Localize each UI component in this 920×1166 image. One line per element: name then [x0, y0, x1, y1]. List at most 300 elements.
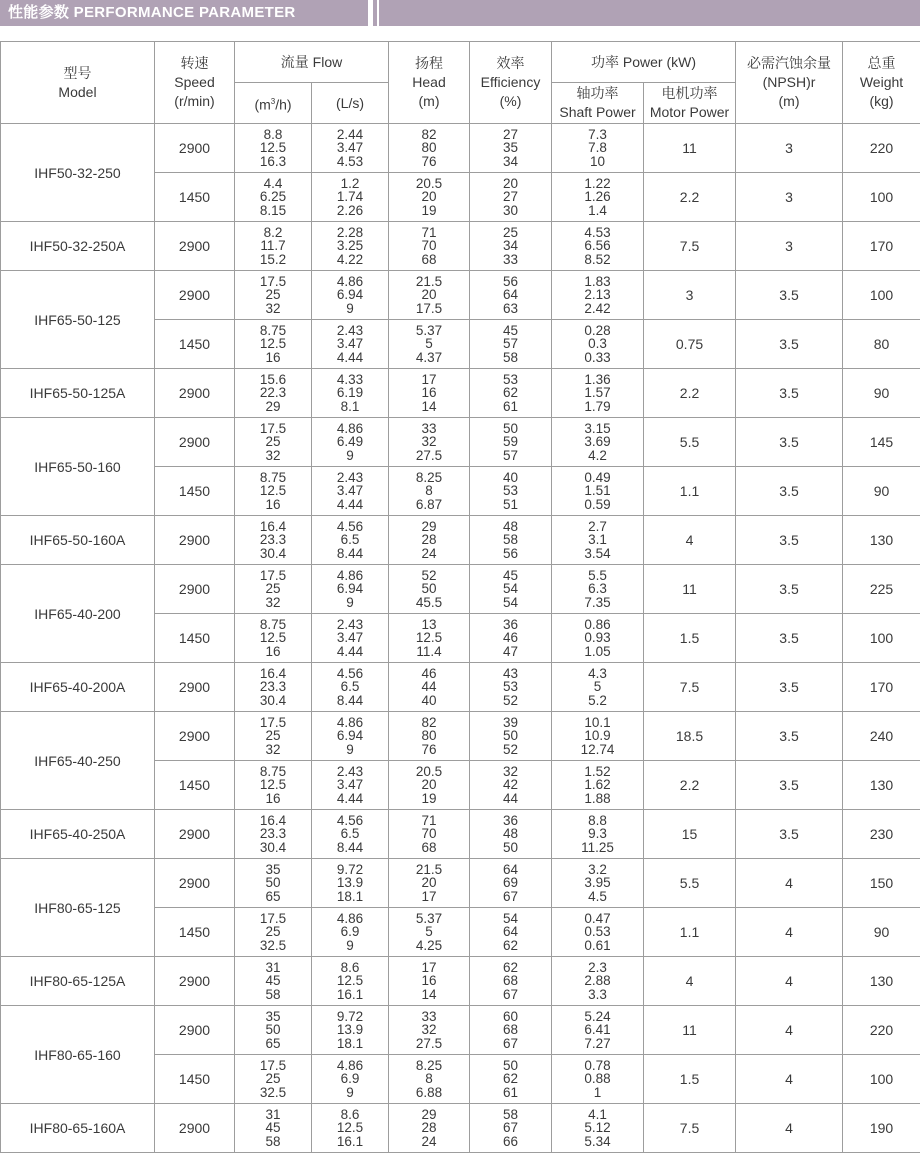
cell-value: 1.05 — [584, 643, 611, 659]
cell-value: 12.5 — [259, 777, 287, 793]
cell-value: 6.25 — [259, 189, 287, 205]
cell-value: 16 — [265, 349, 281, 365]
efficiency-cell — [470, 271, 552, 320]
cell-value: 62 — [503, 959, 519, 975]
head-cell — [389, 124, 470, 173]
cell-value: 8.2 — [263, 224, 283, 240]
cell-value: 0.49 — [584, 469, 611, 485]
table-row — [1, 418, 920, 467]
cell-value: 6.3 — [588, 581, 607, 597]
header-flow-m3h: $(m^3/h)$ — [235, 83, 312, 124]
cell-value: 4.44 — [336, 496, 364, 512]
shaft-power-cell — [552, 957, 644, 1006]
header-eff-cn: 效率 — [496, 55, 525, 71]
header-head-cn: 扬程 — [415, 55, 444, 71]
cell-value: 3.47 — [336, 483, 364, 499]
shaft-power-cell — [552, 908, 644, 957]
header-npsh-unit: (m) — [778, 93, 800, 109]
cell-value: 30.4 — [259, 692, 287, 708]
cell-value: 58 — [503, 349, 519, 365]
cell-value: 16.4 — [259, 665, 287, 681]
cell-value: 31 — [265, 1106, 281, 1122]
cell-value: 4.53 — [336, 153, 364, 169]
weight-cell: 130 — [843, 516, 920, 565]
flow-ls-cell — [312, 222, 389, 271]
cell-value: 32 — [503, 763, 519, 779]
cell-value: 20 — [421, 189, 437, 205]
cell-value: 4.86 — [336, 420, 364, 436]
cell-value: 3.2 — [588, 861, 607, 877]
cell-value: 8.8 — [588, 812, 607, 828]
npsh-cell: 3.5 — [736, 418, 843, 467]
efficiency-cell — [470, 908, 552, 957]
shaft-power-cell — [552, 1104, 644, 1153]
cell-value: 4.86 — [336, 1057, 364, 1073]
cell-value: 50 — [421, 581, 437, 597]
header-speed-cn: 转速 — [180, 55, 209, 71]
cell-value: 13 — [421, 616, 437, 632]
cell-value: 52 — [503, 741, 519, 757]
cell-value: 32 — [421, 1022, 437, 1038]
header-flow-ls: (L/s) — [312, 83, 389, 124]
npsh-cell: 4 — [736, 957, 843, 1006]
flow-m3h-cell — [235, 957, 312, 1006]
cell-value: 23.3 — [259, 826, 287, 842]
cell-value: 11.7 — [260, 238, 286, 254]
efficiency-cell — [470, 173, 552, 222]
flow-m3h-cell — [235, 908, 312, 957]
cell-value: 64 — [503, 924, 519, 940]
npsh-cell: 3.5 — [736, 712, 843, 761]
weight-cell: 220 — [843, 1006, 920, 1055]
cell-value: 18.1 — [336, 888, 364, 904]
flow-m3h-cell — [235, 173, 312, 222]
cell-value: 63 — [503, 300, 519, 316]
speed-cell: 1450 — [155, 173, 235, 222]
cell-value: 14 — [421, 398, 437, 414]
flow-ls-cell — [312, 712, 389, 761]
flow-ls-cell — [312, 1055, 389, 1104]
cell-value: 8.75 — [259, 322, 287, 338]
table-row — [1, 663, 920, 712]
flow-ls-cell — [312, 369, 389, 418]
cell-value: 9 — [346, 594, 354, 610]
model-cell: IHF80-65-160A — [1, 1104, 155, 1153]
cell-value: 35 — [265, 1008, 281, 1024]
npsh-cell: 4 — [736, 1006, 843, 1055]
motor-power-cell: 11 — [644, 565, 736, 614]
flow-ls-cell — [312, 320, 389, 369]
cell-value: 2.43 — [336, 322, 364, 338]
flow-m3h-cell — [235, 1104, 312, 1153]
cell-value: 68 — [421, 251, 437, 267]
cell-value: 19 — [421, 202, 437, 218]
table-row — [1, 1104, 920, 1153]
cell-value: 4.5 — [588, 888, 607, 904]
cell-value: 61 — [503, 398, 519, 414]
shaft-power-cell — [552, 1055, 644, 1104]
cell-value: 12.5 — [259, 483, 287, 499]
cell-value: 4.44 — [336, 643, 364, 659]
cell-value: 10 — [590, 153, 606, 169]
cell-value: 40 — [421, 692, 437, 708]
cell-value: 25 — [265, 924, 281, 940]
flow-m3h-cell — [235, 1055, 312, 1104]
model-cell: IHF65-50-125 — [1, 271, 155, 369]
cell-value: 12.5 — [336, 1120, 364, 1136]
cell-value: 1.62 — [584, 777, 611, 793]
banner-bar-left — [0, 0, 368, 26]
npsh-cell: 3 — [736, 124, 843, 173]
cell-value: 80 — [421, 140, 437, 156]
weight-cell: 220 — [843, 124, 920, 173]
cell-value: 16 — [265, 496, 281, 512]
cell-value: 5.24 — [584, 1008, 611, 1024]
flow-ls-cell — [312, 908, 389, 957]
cell-value: 16 — [421, 385, 437, 401]
cell-value: 52 — [421, 567, 437, 583]
cell-value: 22.3 — [259, 385, 287, 401]
header-model — [1, 42, 155, 124]
model-cell: IHF50-32-250A — [1, 222, 155, 271]
cell-value: 48 — [503, 518, 519, 534]
efficiency-cell — [470, 418, 552, 467]
cell-value: 43 — [503, 665, 519, 681]
header-motor-cn: 电机功率 — [661, 85, 718, 101]
cell-value: 68 — [503, 1022, 519, 1038]
cell-value: 5 — [425, 924, 433, 940]
cell-value: 4.22 — [336, 251, 364, 267]
efficiency-cell — [470, 222, 552, 271]
cell-value: 60 — [503, 1008, 519, 1024]
head-cell — [389, 712, 470, 761]
cell-value: 2.42 — [584, 300, 611, 316]
model-cell: IHF65-40-250 — [1, 712, 155, 810]
head-cell — [389, 418, 470, 467]
cell-value: 20.5 — [415, 763, 443, 779]
flow-ls-cell — [312, 859, 389, 908]
cell-value: 25 — [265, 728, 281, 744]
head-cell — [389, 1006, 470, 1055]
cell-value: 50 — [503, 420, 519, 436]
cell-value: 76 — [421, 153, 437, 169]
cell-value: 24 — [421, 1133, 437, 1149]
weight-cell: 150 — [843, 859, 920, 908]
table-body — [1, 124, 920, 1153]
cell-value: 58 — [265, 1133, 281, 1149]
cell-value: 4.33 — [336, 371, 364, 387]
cell-value: 8 — [425, 1071, 433, 1087]
flow-ls-cell — [312, 124, 389, 173]
cell-value: 54 — [503, 910, 519, 926]
shaft-power-cell — [552, 271, 644, 320]
cell-value: 7.35 — [584, 594, 611, 610]
cell-value: 5.37 — [415, 322, 443, 338]
shaft-power-cell — [552, 418, 644, 467]
weight-cell: 145 — [843, 418, 920, 467]
cell-value: 17 — [421, 959, 437, 975]
weight-cell: 230 — [843, 810, 920, 859]
cell-value: 5.2 — [588, 692, 607, 708]
cell-value: 17 — [421, 371, 437, 387]
weight-cell: 100 — [843, 614, 920, 663]
cell-value: 12.74 — [580, 741, 615, 757]
cell-value: 12.5 — [259, 336, 287, 352]
cell-value: 50 — [503, 1057, 519, 1073]
cell-value: 3.25 — [336, 238, 364, 254]
cell-value: 28 — [421, 532, 437, 548]
cell-value: 82 — [421, 126, 437, 142]
cell-value: 6.5 — [340, 826, 360, 842]
motor-power-cell: 2.2 — [644, 761, 736, 810]
cell-value: 35 — [265, 861, 281, 877]
flow-m3h-cell — [235, 1006, 312, 1055]
cell-value: 20 — [421, 287, 437, 303]
weight-cell: 90 — [843, 467, 920, 516]
speed-cell: 2900 — [155, 1104, 235, 1153]
cell-value: 8.8 — [263, 126, 283, 142]
weight-cell: 170 — [843, 222, 920, 271]
cell-value: 12.5 — [259, 630, 287, 646]
cell-value: 6.49 — [336, 434, 364, 450]
model-cell: IHF65-50-160 — [1, 418, 155, 516]
cell-value: 25 — [503, 224, 519, 240]
efficiency-cell — [470, 516, 552, 565]
cell-value: 2.43 — [336, 469, 364, 485]
section-title: 性能参数 PERFORMANCE PARAMETER — [8, 4, 296, 21]
cell-value: 9 — [346, 937, 354, 953]
cell-value: 4.25 — [415, 937, 443, 953]
cell-value: 11.25 — [581, 839, 614, 855]
cell-value: 80 — [421, 728, 437, 744]
shaft-power-cell — [552, 614, 644, 663]
cell-value: 56 — [503, 273, 519, 289]
cell-value: 12.5 — [336, 973, 364, 989]
cell-value: 8.75 — [259, 616, 287, 632]
cell-value: 6.94 — [336, 728, 364, 744]
npsh-cell: 4 — [736, 1104, 843, 1153]
cell-value: 7.27 — [584, 1035, 611, 1051]
cell-value: 9.72 — [336, 861, 364, 877]
cell-value: 17.5 — [259, 567, 287, 583]
cell-value: 12.5 — [259, 140, 287, 156]
motor-power-cell: 7.5 — [644, 222, 736, 271]
efficiency-cell — [470, 124, 552, 173]
model-cell: IHF80-65-125 — [1, 859, 155, 957]
cell-value: 71 — [421, 812, 437, 828]
motor-power-cell: 18.5 — [644, 712, 736, 761]
cell-value: 4.86 — [336, 273, 364, 289]
cell-value: 27.5 — [415, 1035, 443, 1051]
cell-value: 46 — [421, 665, 437, 681]
header-npsh — [736, 42, 843, 124]
cell-value: 2.13 — [584, 287, 611, 303]
npsh-cell: 3.5 — [736, 810, 843, 859]
flow-ls-cell — [312, 271, 389, 320]
head-cell — [389, 467, 470, 516]
npsh-cell: 3.5 — [736, 320, 843, 369]
shaft-power-cell — [552, 565, 644, 614]
cell-value: 32 — [265, 447, 281, 463]
flow-m3h-cell — [235, 761, 312, 810]
motor-power-cell: 5.5 — [644, 418, 736, 467]
cell-value: 20.5 — [415, 175, 443, 191]
cell-value: 20 — [421, 875, 437, 891]
cell-value: 53 — [503, 371, 519, 387]
cell-value: 39 — [503, 714, 519, 730]
cell-value: 46 — [503, 630, 519, 646]
cell-value: 6.87 — [415, 496, 443, 512]
cell-value: 61 — [503, 1084, 519, 1100]
flow-ls-cell — [312, 516, 389, 565]
shaft-power-cell — [552, 320, 644, 369]
weight-cell: 90 — [843, 908, 920, 957]
cell-value: 67 — [503, 986, 519, 1002]
cell-value: 3.54 — [584, 545, 611, 561]
cell-value: 64 — [503, 287, 519, 303]
cell-value: 44 — [503, 790, 519, 806]
cell-value: 14 — [421, 986, 437, 1002]
cell-value: 5 — [425, 336, 433, 352]
cell-value: 4.1 — [588, 1106, 607, 1122]
cell-value: 52 — [503, 692, 519, 708]
motor-power-cell: 7.5 — [644, 663, 736, 712]
speed-cell: 2900 — [155, 663, 235, 712]
section-banner — [0, 0, 920, 26]
cell-value: 3.47 — [336, 140, 364, 156]
flow-ls-cell — [312, 761, 389, 810]
header-speed-unit: (r/min) — [174, 93, 215, 109]
cell-value: 34 — [503, 153, 519, 169]
header-eff-unit: (%) — [499, 93, 522, 109]
header-shaft-cn: 轴功率 — [576, 85, 619, 101]
weight-cell: 100 — [843, 1055, 920, 1104]
efficiency-cell — [470, 1104, 552, 1153]
cell-value: 4.86 — [336, 910, 364, 926]
header-weight-en: Weight — [859, 74, 904, 90]
motor-power-cell: 1.5 — [644, 1055, 736, 1104]
head-cell — [389, 173, 470, 222]
cell-value: 4.2 — [588, 447, 607, 463]
shaft-power-cell — [552, 173, 644, 222]
cell-value: 5 — [593, 679, 602, 695]
header-power: 功率 Power (kW) — [552, 42, 736, 83]
header-npsh-en: (NPSH)r — [762, 74, 816, 90]
npsh-cell: 4 — [736, 859, 843, 908]
flow-ls-cell — [312, 810, 389, 859]
speed-cell: 2900 — [155, 369, 235, 418]
cell-value: 57 — [503, 447, 519, 463]
efficiency-cell — [470, 320, 552, 369]
cell-value: 3.47 — [336, 630, 364, 646]
cell-value: 25 — [265, 434, 281, 450]
cell-value: 32 — [265, 300, 281, 316]
cell-value: 2.3 — [588, 959, 607, 975]
cell-value: 4.37 — [415, 349, 443, 365]
cell-value: 11.4 — [416, 643, 442, 659]
npsh-cell: 3.5 — [736, 663, 843, 712]
cell-value: 0.59 — [584, 496, 611, 512]
cell-value: 10.9 — [584, 728, 611, 744]
cell-value: 32 — [421, 434, 437, 450]
cell-value: 67 — [503, 1120, 519, 1136]
cell-value: 8.1 — [340, 398, 360, 414]
shaft-power-cell — [552, 516, 644, 565]
cell-value: 30.4 — [259, 545, 287, 561]
header-npsh-cn: 必需汽蚀余量 — [747, 55, 832, 71]
cell-value: 54 — [503, 594, 519, 610]
speed-cell: 2900 — [155, 1006, 235, 1055]
npsh-cell: 4 — [736, 1055, 843, 1104]
cell-value: 6.94 — [336, 581, 364, 597]
model-cell: IHF50-32-250 — [1, 124, 155, 222]
table-row — [1, 957, 920, 1006]
shaft-power-cell — [552, 467, 644, 516]
cell-value: 16.3 — [259, 153, 287, 169]
cell-value: 28 — [421, 1120, 437, 1136]
cell-value: 2.26 — [336, 202, 364, 218]
head-cell — [389, 1055, 470, 1104]
cell-value: 2.88 — [584, 973, 611, 989]
banner-bar-right — [379, 0, 920, 26]
cell-value: 9 — [346, 447, 354, 463]
motor-power-cell: 4 — [644, 516, 736, 565]
motor-power-cell: 1.5 — [644, 614, 736, 663]
cell-value: 30 — [503, 202, 519, 218]
cell-value: 2.43 — [336, 763, 364, 779]
npsh-cell: 3.5 — [736, 614, 843, 663]
cell-value: 0.47 — [584, 910, 611, 926]
cell-value: 7.3 — [588, 126, 607, 142]
cell-value: 27.5 — [415, 447, 443, 463]
cell-value: 29 — [421, 518, 437, 534]
cell-value: 62 — [503, 1071, 519, 1087]
head-cell — [389, 516, 470, 565]
speed-cell: 1450 — [155, 908, 235, 957]
cell-value: 58 — [503, 1106, 519, 1122]
cell-value: 32 — [265, 741, 281, 757]
cell-value: 42 — [503, 777, 519, 793]
npsh-cell: 3.5 — [736, 761, 843, 810]
cell-value: 58 — [503, 532, 519, 548]
cell-value: 25 — [265, 581, 281, 597]
head-cell — [389, 957, 470, 1006]
flow-ls-cell — [312, 467, 389, 516]
cell-value: 32 — [265, 594, 281, 610]
cell-value: 0.88 — [584, 1071, 611, 1087]
cell-value: 17.5 — [415, 300, 443, 316]
cell-value: 19 — [421, 790, 437, 806]
cell-value: 0.86 — [584, 616, 611, 632]
motor-power-cell: 3 — [644, 271, 736, 320]
cell-value: 29 — [265, 398, 281, 414]
cell-value: 29 — [421, 1106, 437, 1122]
cell-value: 1.57 — [584, 385, 611, 401]
cell-value: 27 — [503, 189, 519, 205]
cell-value: 65 — [265, 1035, 281, 1051]
cell-value: 1.26 — [584, 189, 611, 205]
speed-cell: 2900 — [155, 565, 235, 614]
cell-value: 8.44 — [336, 545, 364, 561]
cell-value: 6.9 — [340, 1071, 360, 1087]
cell-value: 3.15 — [584, 420, 611, 436]
table-row — [1, 859, 920, 908]
cell-value: 3.3 — [588, 986, 607, 1002]
motor-power-cell: 5.5 — [644, 859, 736, 908]
header-speed — [155, 42, 235, 124]
cell-value: 62 — [503, 385, 519, 401]
cell-value: 45 — [265, 1120, 281, 1136]
